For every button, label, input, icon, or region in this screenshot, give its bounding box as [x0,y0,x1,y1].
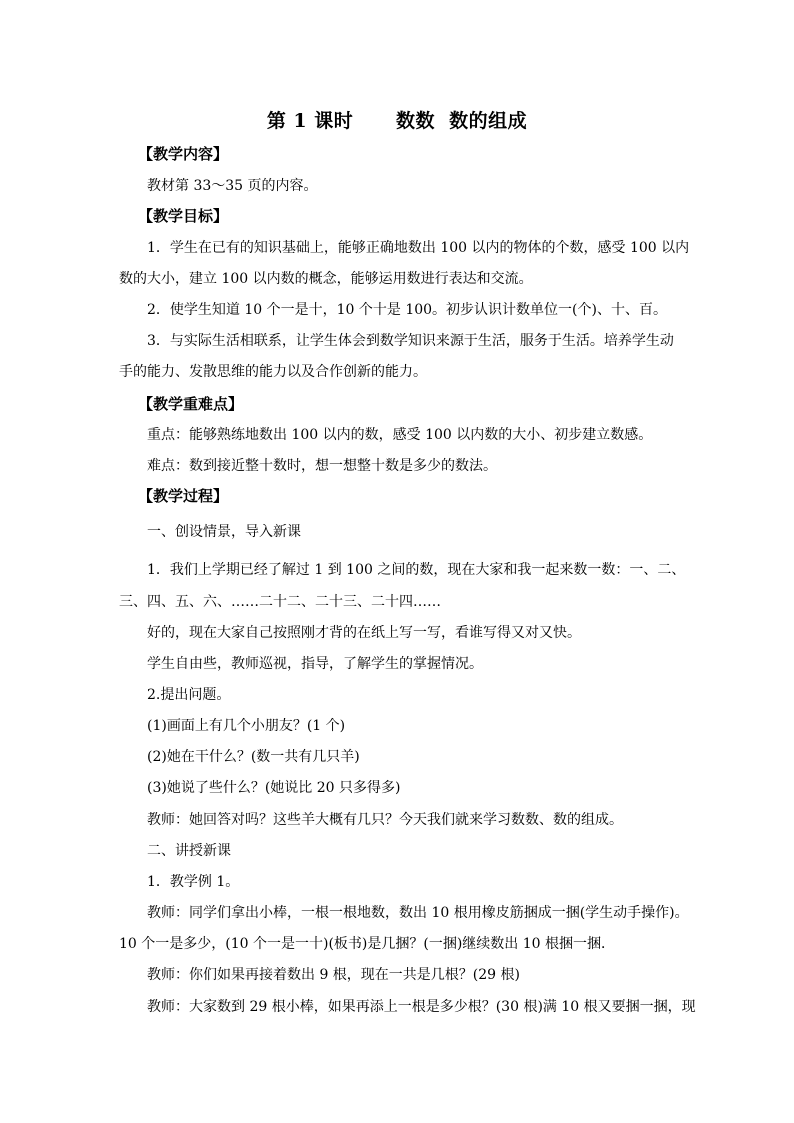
paragraph-line: 教师：大家数到 29 根小棒，如果再添上一根是多少根？(30 根)满 10 根又要捆一捆，现 [147,999,696,1015]
paragraph-line: 2．使学生知道 10 个一是十，10 个十是 100。初步认识计数单位一(个)、十、百。 [147,302,667,318]
subsection-heading: 二、讲授新课 [147,843,231,859]
paragraph-line: 2.提出问题。 [147,687,231,703]
paragraph-line: 教师：她回答对吗？这些羊大概有几只？今天我们就来学习数数、数的组成。 [147,812,623,828]
paragraph-line: 3．与实际生活相联系，让学生体会到数学知识来源于生活，服务于生活。培养学生动 [147,333,674,349]
paragraph-line: 1．我们上学期已经了解过 1 到 100 之间的数，现在大家和我一起来数一数：一、二、 [147,562,686,578]
subsection-heading: 一、创设情景，导入新课 [147,524,301,540]
paragraph-line: 重点：能够熟练地数出 100 以内的数，感受 100 以内数的大小、初步建立数感。 [147,427,653,443]
section-heading-objectives: 【教学目标】 [138,207,229,225]
paragraph-line: 1．学生在已有的知识基础上，能够正确地数出 100 以内的物体的个数，感受 100 以内 [147,240,690,256]
paragraph-line: (1)画面上有几个小朋友？(1 个) [147,718,346,734]
section-heading-content: 【教学内容】 [138,145,229,163]
paragraph-line: 数的大小，建立 100 以内数的概念，能够运用数进行表达和交流。 [119,271,533,287]
paragraph-line: (2)她在干什么？(数一共有几只羊) [147,749,360,765]
paragraph-line: 教材第 33～35 页的内容。 [147,178,318,194]
paragraph-line: 学生自由些，教师巡视，指导，了解学生的掌握情况。 [147,656,483,672]
paragraph-line: 难点：数到接近整十数时，想一想整十数是多少的数法。 [147,458,497,474]
section-heading-keypoints: 【教学重难点】 [138,395,244,413]
paragraph-line: 教师：同学们拿出小棒，一根一根地数，数出 10 根用橡皮筋捆成一捆(学生动手操作)。 [147,905,689,921]
section-heading-process: 【教学过程】 [138,487,229,505]
paragraph-line: 1．教学例 1。 [147,874,240,890]
paragraph-line: (3)她说了些什么？(她说比 20 只多得多) [147,780,401,796]
paragraph-line: 10 个一是多少，(10 个一是一十)(板书)是几捆？(一捆)继续数出 10 根捆一捆． [119,936,616,952]
paragraph-line: 三、四、五、六、……二十二、二十三、二十四…… [119,594,441,610]
paragraph-line: 好的，现在大家自己按照刚才背的在纸上写一写，看谁写得又对又快。 [147,625,581,641]
page-title: 第 1 课时 数数 数的组成 [266,110,528,132]
paragraph-line: 教师：你们如果再接着数出 9 根，现在一共是几根？(29 根) [147,967,520,983]
paragraph-line: 手的能力、发散思维的能力以及合作创新的能力。 [119,364,427,380]
